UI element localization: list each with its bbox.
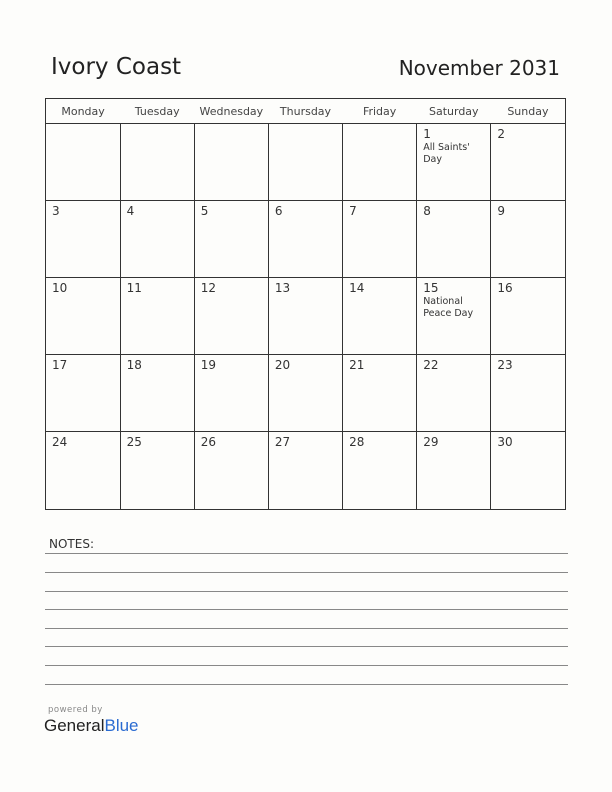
day-cell [343,355,417,432]
day-cell [491,124,565,201]
day-number: 6 [274,204,283,218]
notes-line [45,684,568,685]
notes-line [45,572,568,573]
day-cell [120,355,194,432]
notes-line [45,628,568,629]
day-cell [491,201,565,278]
day-number: 17 [52,358,68,372]
day-number: 8 [423,204,431,218]
day-cell [343,278,417,355]
weekday-saturday: Saturday [417,99,491,124]
day-cell [120,278,194,355]
powered-by-text: powered by [48,705,103,715]
day-cell [343,201,417,278]
day-cell [491,278,565,355]
week-row [46,124,565,201]
day-number: 2 [497,127,505,141]
notes-line [45,553,568,554]
day-cell [268,124,342,201]
day-cell [194,355,268,432]
day-cell [46,355,120,432]
day-number: 4 [126,204,135,218]
weekday-thursday: Thursday [268,99,342,124]
day-number: 11 [126,281,142,295]
day-number: 9 [497,204,505,218]
month-year-title: November 2031 [398,56,560,80]
day-number: 3 [52,204,60,218]
day-cell [343,124,417,201]
weekday-wednesday: Wednesday [194,99,268,124]
day-cell [194,124,268,201]
generalblue-logo [44,716,139,736]
day-number: 24 [52,435,68,449]
brand-general: General [44,716,105,735]
day-cell [268,355,342,432]
day-number: 22 [423,358,439,372]
day-cell [417,432,491,509]
notes-label: NOTES: [49,537,94,551]
day-cell [343,432,417,509]
holiday-label: All Saints' Day [423,142,470,165]
day-number: 20 [274,358,291,372]
day-number: 15 [423,281,439,295]
day-cell [268,432,342,509]
day-cell [46,124,120,201]
day-cell [417,355,491,432]
day-number: 25 [126,435,142,449]
day-number: 1 [423,127,431,141]
day-number: 16 [497,281,513,295]
weekday-header-row [46,99,565,124]
day-number: 21 [349,358,365,372]
day-cell [46,432,120,509]
country-title: Ivory Coast [51,54,182,80]
day-number: 30 [497,435,513,449]
day-cell [120,124,194,201]
day-number: 13 [274,281,291,295]
holiday-label: National Peace Day [423,296,474,319]
day-cell [194,278,268,355]
day-number: 28 [349,435,365,449]
day-number: 10 [52,281,68,295]
calendar-grid [45,98,566,510]
day-number: 5 [200,204,209,218]
day-cell [46,278,120,355]
day-cell [491,432,565,509]
weekday-sunday: Sunday [491,99,565,124]
notes-line [45,646,568,647]
day-cell [268,278,342,355]
notes-line [45,591,568,592]
brand-blue: Blue [104,716,139,735]
day-cell [120,432,194,509]
day-number: 23 [497,358,513,372]
week-row [46,355,565,432]
notes-line [45,665,568,666]
day-number: 7 [349,204,357,218]
notes-line [45,609,568,610]
day-cell [194,201,268,278]
day-number: 26 [200,435,217,449]
weekday-friday: Friday [343,99,417,124]
week-row [46,278,565,355]
day-number: 12 [200,281,217,295]
day-number: 27 [274,435,291,449]
day-cell [194,432,268,509]
day-cell [268,201,342,278]
day-number: 19 [200,358,217,372]
day-cell [417,278,491,355]
day-cell [46,201,120,278]
weekday-monday: Monday [46,99,120,124]
weekday-tuesday: Tuesday [120,99,194,124]
day-cell [120,201,194,278]
week-row [46,432,565,509]
week-row [46,201,565,278]
day-number: 14 [349,281,365,295]
day-number: 29 [423,435,439,449]
day-number: 18 [126,358,142,372]
day-cell [417,201,491,278]
day-cell [491,355,565,432]
day-cell [417,124,491,201]
